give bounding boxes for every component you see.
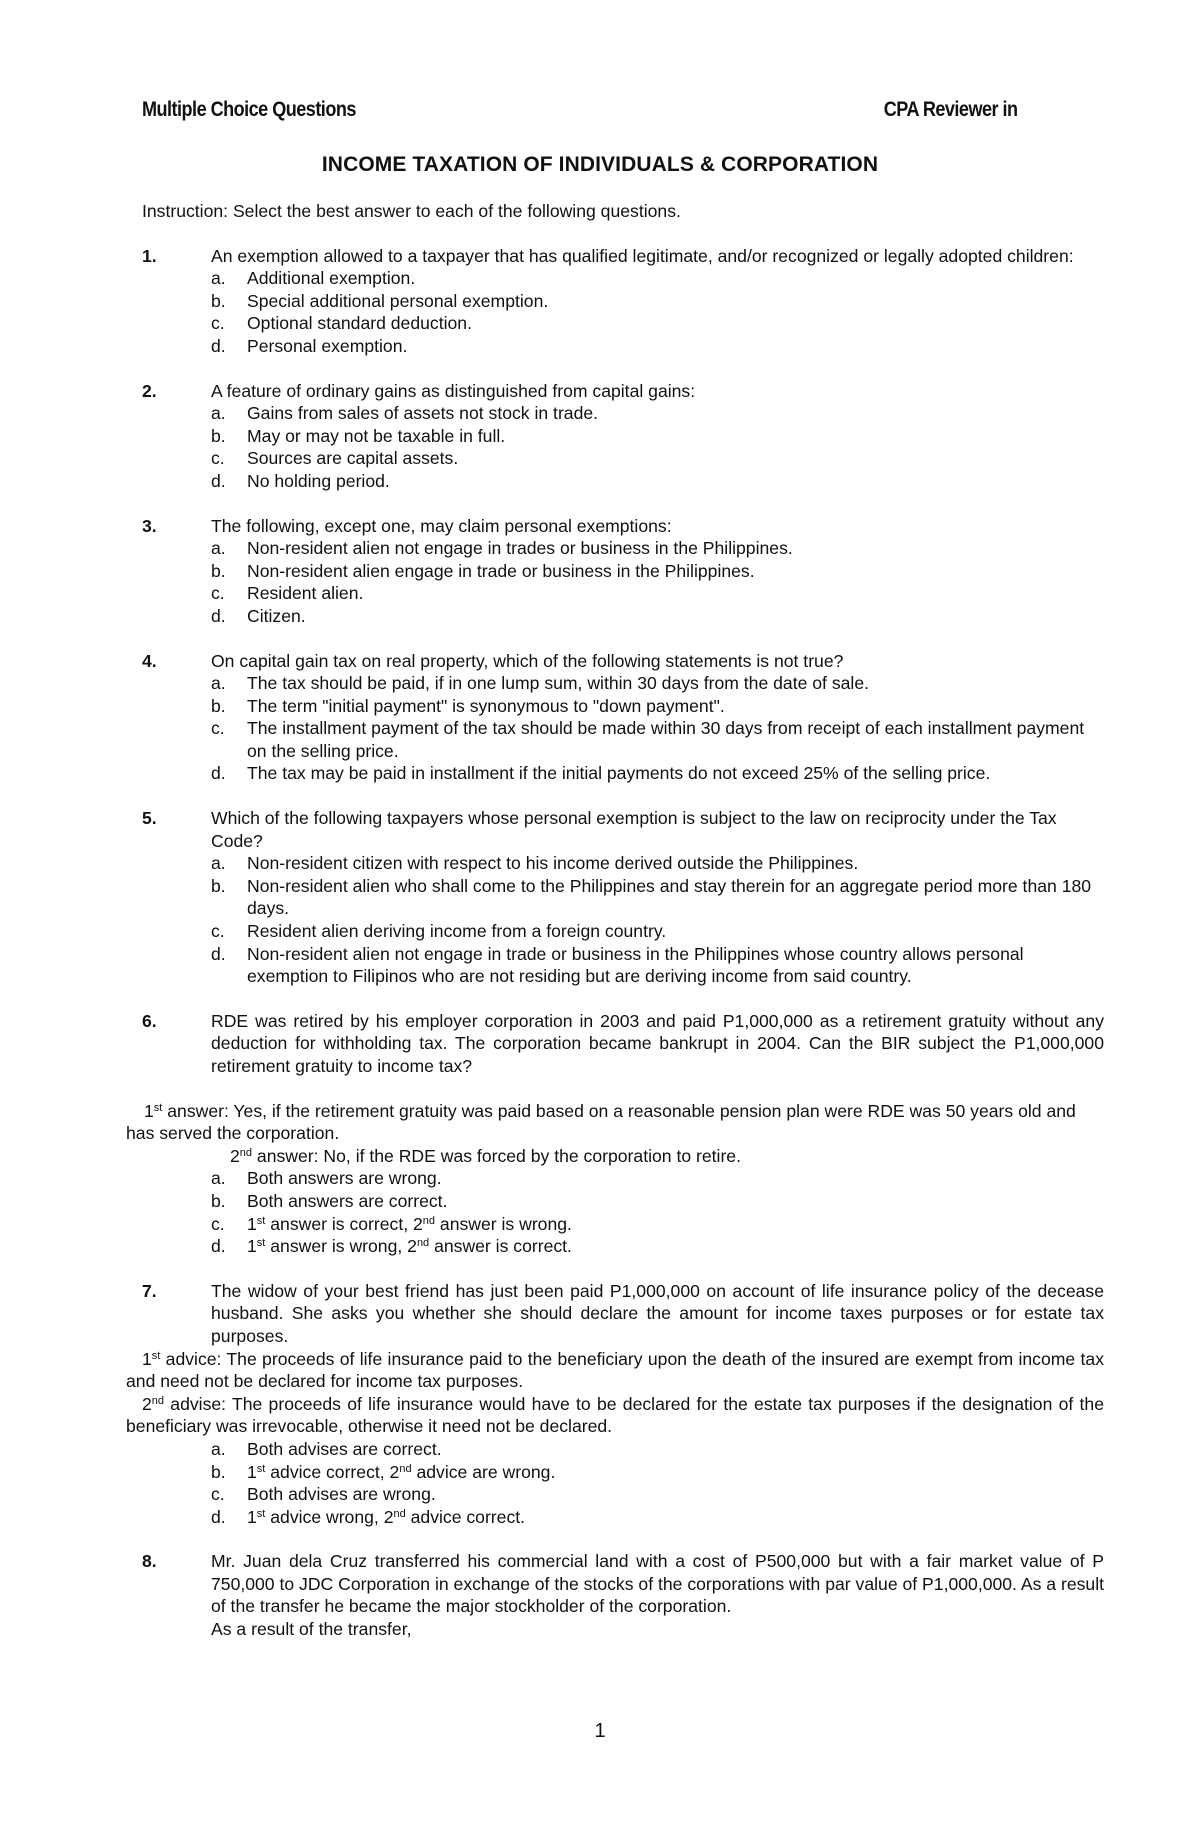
option-text: Non-resident alien not engage in trades or business in the Philippines. xyxy=(247,538,793,559)
option-letter: d. xyxy=(211,605,226,626)
option-letter: c. xyxy=(211,718,225,739)
option-letter: b. xyxy=(211,1461,226,1482)
option-text: Special additional personal exemption. xyxy=(247,290,549,311)
option-a xyxy=(211,852,1104,875)
option-text: The tax may be paid in installment if the initial payments do not exceed 25% of the selling price. xyxy=(247,763,991,784)
option-text: Additional exemption. xyxy=(247,268,416,289)
question-stem: The widow of your best friend has just been paid P1,000,000 on account of life insurance policy of the decease husband. She asks you whether she should declare the amount for income taxes purposes or for estate tax purposes. xyxy=(211,1280,1104,1346)
question-number: 2. xyxy=(142,380,157,401)
option-c xyxy=(211,447,1104,470)
option-a xyxy=(211,672,1104,695)
option-d xyxy=(211,943,1104,988)
option-letter: d. xyxy=(211,763,226,784)
first-answer: 1st answer: Yes, if the retirement gratuity was paid based on a reasonable pension plan were RDE was 50 years old and has served the corporation. xyxy=(126,1100,1076,1144)
option-letter: b. xyxy=(211,560,226,581)
option-letter: b. xyxy=(211,1190,226,1211)
option-d xyxy=(211,335,1104,358)
option-letter: d. xyxy=(211,1236,226,1257)
option-letter: b. xyxy=(211,875,226,896)
header-right: CPA Reviewer in xyxy=(884,98,1018,121)
option-letter: a. xyxy=(211,538,226,559)
question-number: 7. xyxy=(142,1280,157,1301)
option-letter: c. xyxy=(211,1484,225,1505)
option-d xyxy=(211,470,1104,493)
option-text: Gains from sales of assets not stock in trade. xyxy=(247,403,599,424)
question-stem: An exemption allowed to a taxpayer that has qualified legitimate, and/or recognized or legally adopted children: xyxy=(211,245,1074,266)
option-letter: c. xyxy=(211,583,225,604)
option-text: May or may not be taxable in full. xyxy=(247,425,506,446)
option-text: Optional standard deduction. xyxy=(247,313,472,334)
option-letter: c. xyxy=(211,1213,225,1234)
question-stem: Mr. Juan dela Cruz transferred his commercial land with a cost of P500,000 but with a fair market value of P 750,000 to JDC Corporation in exchange of the stocks of the corporations with par value of P1,000,000. As a result of the transfer he became the major stockholder of the corporation. xyxy=(211,1551,1104,1617)
option-d xyxy=(211,762,1104,785)
option-text: Non-resident alien engage in trade or business in the Philippines. xyxy=(247,560,755,581)
option-letter: d. xyxy=(211,1506,226,1527)
option-letter: d. xyxy=(211,943,226,964)
option-text: Both answers are correct. xyxy=(247,1190,448,1211)
question-3 xyxy=(126,515,1104,628)
question-stem: RDE was retired by his employer corporation in 2003 and paid P1,000,000 as a retirement gratuity without any deduction for withholding tax. The corporation became bankrupt in 2004. Can the BIR subject the P1,000,000 retirement gratuity to income tax? xyxy=(211,1010,1104,1076)
option-b: b. 1st advice correct, 2nd advice are wrong. xyxy=(211,1461,556,1482)
question-stem: On capital gain tax on real property, which of the following statements is not true? xyxy=(211,650,844,671)
question-number: 5. xyxy=(142,808,157,829)
question-number: 1. xyxy=(142,245,157,266)
option-a xyxy=(211,1438,1104,1461)
option-text: No holding period. xyxy=(247,470,390,491)
question-number: 4. xyxy=(142,650,157,671)
option-text: Personal exemption. xyxy=(247,335,408,356)
option-text: Both advises are correct. xyxy=(247,1438,442,1459)
option-d: d. 1st answer is wrong, 2nd answer is correct. xyxy=(211,1236,572,1257)
option-text: Non-resident citizen with respect to his income derived outside the Philippines. xyxy=(247,853,859,874)
header-left: Multiple Choice Questions xyxy=(142,98,356,121)
question-number: 3. xyxy=(142,515,157,536)
option-b xyxy=(211,560,1104,583)
option-b xyxy=(211,425,1104,448)
question-stem-continued: As a result of the transfer, xyxy=(211,1619,412,1640)
option-text: Resident alien deriving income from a foreign country. xyxy=(247,921,667,942)
option-letter: a. xyxy=(211,1168,226,1189)
option-a xyxy=(211,1167,1104,1190)
option-letter: a. xyxy=(211,403,226,424)
option-letter: d. xyxy=(211,335,226,356)
option-text: Both answers are wrong. xyxy=(247,1168,442,1189)
option-letter: b. xyxy=(211,425,226,446)
question-1 xyxy=(126,245,1104,358)
option-b xyxy=(211,290,1104,313)
option-letter: d. xyxy=(211,470,226,491)
question-4 xyxy=(126,650,1104,786)
option-b xyxy=(211,875,1104,920)
question-body xyxy=(126,200,1104,1663)
option-letter: a. xyxy=(211,1438,226,1459)
option-letter: c. xyxy=(211,448,225,469)
option-text: Non-resident alien not engage in trade or business in the Philippines whose country allows personal exemption to Filipinos who are not residing but are deriving income from said country. xyxy=(247,943,1024,987)
page-title: INCOME TAXATION OF INDIVIDUALS & CORPORATION xyxy=(321,153,879,176)
question-2 xyxy=(126,380,1104,493)
option-text: Sources are capital assets. xyxy=(247,448,459,469)
second-answer: 2nd answer: No, if the RDE was forced by the corporation to retire. xyxy=(230,1145,741,1166)
option-text: Non-resident alien who shall come to the Philippines and stay therein for an aggregate period more than 180 days. xyxy=(247,875,1092,919)
option-c xyxy=(211,582,1104,605)
question-stem: Which of the following taxpayers whose personal exemption is subject to the law on reciprocity under the Tax Code? xyxy=(211,808,1057,851)
option-c xyxy=(211,312,1104,335)
option-text: The term "initial payment" is synonymous to "down payment". xyxy=(247,695,725,716)
second-advice: 2nd advise: The proceeds of life insurance would have to be declared for the estate tax purposes if the designation of the beneficiary was irrevocable, otherwise it need not be declared. xyxy=(126,1393,1104,1437)
question-number: 8. xyxy=(142,1551,157,1572)
option-letter: c. xyxy=(211,921,225,942)
option-text: Citizen. xyxy=(247,605,306,626)
option-letter: a. xyxy=(211,853,226,874)
option-b xyxy=(211,695,1104,718)
question-stem: The following, except one, may claim personal exemptions: xyxy=(211,515,672,536)
question-stem: A feature of ordinary gains as distinguished from capital gains: xyxy=(211,380,696,401)
option-text: The installment payment of the tax should be made within 30 days from receipt of each installment payment on the selling price. xyxy=(247,718,1085,761)
option-a xyxy=(211,267,1104,290)
option-d: d. 1st advice wrong, 2nd advice correct. xyxy=(211,1506,526,1527)
option-b xyxy=(211,1190,1104,1213)
question-6 xyxy=(126,1010,1104,1258)
option-c xyxy=(211,920,1104,943)
option-text: Both advises are wrong. xyxy=(247,1484,436,1505)
option-d xyxy=(211,605,1104,628)
option-c: c. 1st answer is correct, 2nd answer is wrong. xyxy=(211,1213,572,1234)
question-number: 6. xyxy=(142,1010,157,1031)
option-a xyxy=(211,402,1104,425)
first-advice: 1st advice: The proceeds of life insurance paid to the beneficiary upon the death of the insured are exempt from income tax and need not be declared for income tax purposes. xyxy=(126,1348,1104,1392)
option-letter: b. xyxy=(211,695,226,716)
question-7 xyxy=(126,1280,1104,1529)
option-letter: b. xyxy=(211,290,226,311)
option-letter: c. xyxy=(211,313,225,334)
instruction: Instruction: Select the best answer to each of the following questions. xyxy=(142,201,681,221)
option-text: Resident alien. xyxy=(247,583,364,604)
question-8 xyxy=(126,1550,1104,1640)
page-number: 1 xyxy=(594,1720,606,1742)
option-letter: a. xyxy=(211,268,226,289)
option-text: The tax should be paid, if in one lump sum, within 30 days from the date of sale. xyxy=(247,673,869,694)
option-c xyxy=(211,717,1104,762)
question-5 xyxy=(126,807,1104,988)
option-a xyxy=(211,537,1104,560)
option-c xyxy=(211,1483,1104,1506)
option-letter: a. xyxy=(211,673,226,694)
